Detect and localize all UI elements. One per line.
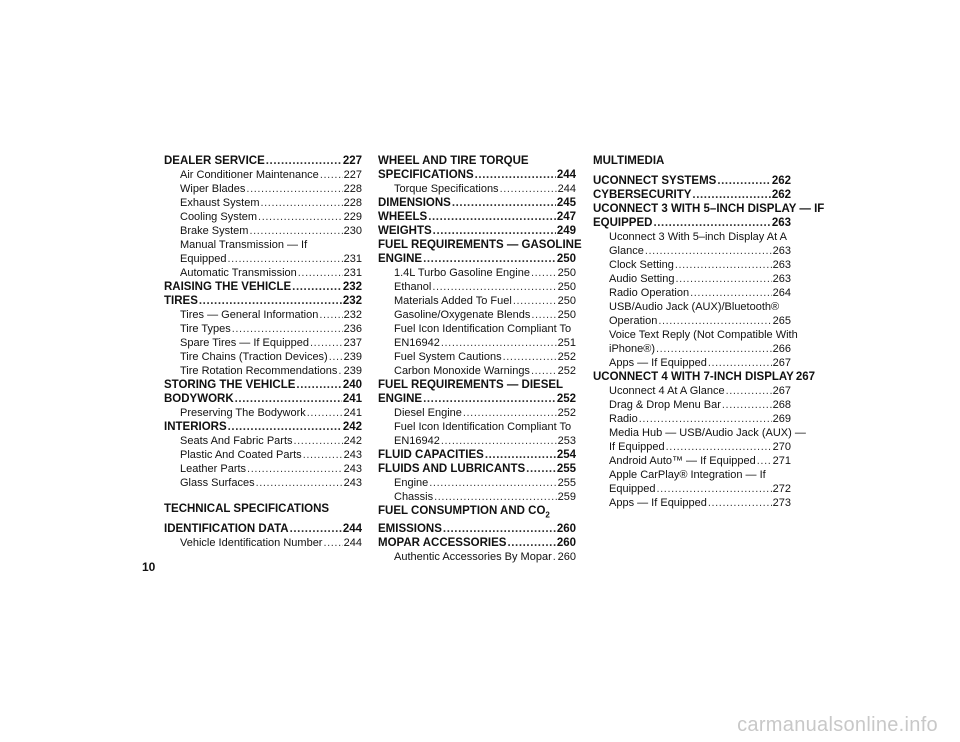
toc-entry-materials[interactable]: Materials Added To Fuel ..... 250 (378, 294, 576, 308)
toc-entry-dimensions[interactable]: DIMENSIONS ..... 245 (378, 196, 576, 210)
toc-entry-diesel-engine[interactable]: Diesel Engine ..... 252 (378, 406, 576, 420)
toc-entry-uconnect-systems[interactable]: UCONNECT SYSTEMS ..... 262 (593, 174, 791, 188)
toc-entry-media-hub-line1[interactable]: Media Hub — USB/Audio Jack (AUX) — (609, 427, 806, 439)
toc-column-1 (164, 154, 362, 550)
toc-entry-apps-2[interactable]: Apps — If Equipped ..... 273 (593, 496, 791, 510)
toc-entry-engine[interactable]: Engine ..... 255 (378, 476, 576, 490)
toc-entry-carbon-monoxide[interactable]: Carbon Monoxide Warnings ..... 252 (378, 364, 576, 378)
toc-entry-uconnect3-glance[interactable]: Glance ..... 263 (593, 244, 791, 258)
toc-entry-glass[interactable]: Glass Surfaces ..... 243 (164, 476, 362, 490)
page-number: 10 (142, 560, 156, 574)
toc-entry-audio-setting[interactable]: Audio Setting ..... 263 (593, 272, 791, 286)
toc-entry-media-hub[interactable]: If Equipped ..... 270 (593, 440, 791, 454)
watermark: carmanualsonline.info (737, 714, 938, 736)
toc-entry-wipers[interactable]: Wiper Blades ..... 228 (164, 182, 362, 196)
toc-entry-fuel-gasoline-line1[interactable]: FUEL REQUIREMENTS — GASOLINE (378, 239, 582, 251)
toc-entry-ac[interactable]: Air Conditioner Maintenance ..... 227 (164, 168, 362, 182)
toc-entry-identification-data[interactable]: IDENTIFICATION DATA ..... 244 (164, 522, 362, 536)
toc-entry-fuel-icon-line1[interactable]: Fuel Icon Identification Compliant To (394, 323, 572, 335)
toc-entry-fluids-lubricants[interactable]: FLUIDS AND LUBRICANTS ..... 255 (378, 462, 576, 476)
toc-entry-uconnect3-glance-line1[interactable]: Uconnect 3 With 5–inch Display At A (609, 231, 787, 243)
toc-entry-uconnect4[interactable]: UCONNECT 4 WITH 7-INCH DISPLAY 267 (593, 371, 816, 383)
toc-entry-voice-text-line1[interactable]: Voice Text Reply (Not Compatible With (609, 329, 798, 341)
toc-entry-apps-1[interactable]: Apps — If Equipped ..... 267 (593, 356, 791, 370)
toc-entry-bodywork[interactable]: BODYWORK ..... 241 (164, 392, 362, 406)
toc-entry-interiors[interactable]: INTERIORS ..... 242 (164, 420, 362, 434)
toc-entry-manual[interactable]: Equipped ..... 231 (164, 252, 362, 266)
toc-entry-fuel-icon-diesel[interactable]: EN16942 ..... 253 (378, 434, 576, 448)
toc-entry-storing[interactable]: STORING THE VEHICLE ..... 240 (164, 378, 362, 392)
toc-entry-raising[interactable]: RAISING THE VEHICLE ..... 232 (164, 280, 362, 294)
toc-entry-fuel-diesel-line1[interactable]: FUEL REQUIREMENTS — DIESEL (378, 379, 564, 391)
toc-entry-tire-types[interactable]: Tire Types ..... 236 (164, 322, 362, 336)
toc-entry-wheels[interactable]: WHEELS ..... 247 (378, 210, 576, 224)
toc-entry-plastic[interactable]: Plastic And Coated Parts ..... 243 (164, 448, 362, 462)
toc-entry-mopar[interactable]: MOPAR ACCESSORIES ..... 260 (378, 536, 576, 550)
toc-entry-fluid-capacities[interactable]: FLUID CAPACITIES ..... 254 (378, 448, 576, 462)
toc-entry-turbo-engine[interactable]: 1.4L Turbo Gasoline Engine ..... 250 (378, 266, 576, 280)
toc-entry-brake[interactable]: Brake System ..... 230 (164, 224, 362, 238)
toc-entry-uconnect3[interactable]: EQUIPPED ..... 263 (593, 216, 791, 230)
toc-entry-exhaust[interactable]: Exhaust System ..... 228 (164, 196, 362, 210)
toc-entry-emissions[interactable]: EMISSIONS ..... 260 (378, 522, 576, 536)
toc-entry-radio[interactable]: Radio ..... 269 (593, 412, 791, 426)
toc-entry-carplay-line1[interactable]: Apple CarPlay® Integration — If (609, 469, 766, 481)
toc-entry-usb-line1[interactable]: USB/Audio Jack (AUX)/Bluetooth® (609, 301, 780, 313)
toc-entry-seats[interactable]: Seats And Fabric Parts ..... 242 (164, 434, 362, 448)
toc-entry-wheel-torque[interactable]: SPECIFICATIONS ..... 244 (378, 168, 576, 182)
toc-column-2 (378, 154, 582, 564)
toc-entry-usb[interactable]: Operation ..... 265 (593, 314, 791, 328)
toc-entry-fuel-icon[interactable]: EN16942 ..... 251 (378, 336, 576, 350)
toc-entry-cooling[interactable]: Cooling System ..... 229 (164, 210, 362, 224)
section-heading-multimedia: MULTIMEDIA (593, 155, 665, 167)
toc-entry-preserving[interactable]: Preserving The Bodywork ..... 241 (164, 406, 362, 420)
toc-entry-voice-text[interactable]: iPhone®) ..... 266 (593, 342, 791, 356)
toc-entry-uconnect3-line1[interactable]: UCONNECT 3 WITH 5–INCH DISPLAY — IF (593, 203, 825, 215)
toc-entry-rotation[interactable]: Tire Rotation Recommendations ..... 239 (164, 364, 362, 378)
toc-entry-uconnect4-glance[interactable]: Uconnect 4 At A Glance ..... 267 (593, 384, 791, 398)
toc-entry-wheel-torque-line1[interactable]: WHEEL AND TIRE TORQUE (378, 155, 529, 167)
toc-entry-chains[interactable]: Tire Chains (Traction Devices) ..... 239 (164, 350, 362, 364)
toc-entry-chassis[interactable]: Chassis ..... 259 (378, 490, 576, 504)
toc-entry-tires-general[interactable]: Tires — General Information ..... 232 (164, 308, 362, 322)
toc-entry-tires[interactable]: TIRES ..... 232 (164, 294, 362, 308)
toc-entry-drag-drop[interactable]: Drag & Drop Menu Bar ..... 268 (593, 398, 791, 412)
toc-entry-leather[interactable]: Leather Parts ..... 243 (164, 462, 362, 476)
section-heading-technical-specifications: TECHNICAL SPECIFICATIONS (164, 503, 330, 515)
toc-entry-fuel-consumption-line1[interactable]: FUEL CONSUMPTION AND $CO_2$ (378, 505, 550, 520)
toc-entry-radio-operation[interactable]: Radio Operation ..... 264 (593, 286, 791, 300)
toc-entry-dealer-service[interactable]: DEALER SERVICE ..... 227 (164, 154, 362, 168)
toc-entry-manual-line1[interactable]: Manual Transmission — If (180, 239, 308, 251)
toc-entry-authentic[interactable]: Authentic Accessories By Mopar ..... 260 (378, 550, 576, 564)
toc-entry-carplay[interactable]: Equipped ..... 272 (593, 482, 791, 496)
toc-entry-ethanol[interactable]: Ethanol ..... 250 (378, 280, 576, 294)
toc-entry-fuel-gasoline[interactable]: ENGINE ..... 250 (378, 252, 576, 266)
toc-entry-cybersecurity[interactable]: CYBERSECURITY ..... 262 (593, 188, 791, 202)
toc-entry-spare[interactable]: Spare Tires — If Equipped ..... 237 (164, 336, 362, 350)
toc-entry-android-auto[interactable]: Android Auto™ — If Equipped ..... 271 (593, 454, 791, 468)
toc-column-3 (593, 154, 825, 510)
toc-entry-torque-specifications[interactable]: Torque Specifications ..... 244 (378, 182, 576, 196)
toc-entry-clock-setting[interactable]: Clock Setting ..... 263 (593, 258, 791, 272)
toc-entry-oxygenate[interactable]: Gasoline/Oxygenate Blends ..... 250 (378, 308, 576, 322)
toc-entry-fuel-icon-diesel-line1[interactable]: Fuel Icon Identification Compliant To (394, 421, 572, 433)
toc-entry-fuel-cautions[interactable]: Fuel System Cautions ..... 252 (378, 350, 576, 364)
toc-entry-automatic[interactable]: Automatic Transmission ..... 231 (164, 266, 362, 280)
toc-entry-vin[interactable]: Vehicle Identification Number ..... 244 (164, 536, 362, 550)
toc-entry-weights[interactable]: WEIGHTS ..... 249 (378, 224, 576, 238)
toc-entry-fuel-diesel[interactable]: ENGINE ..... 252 (378, 392, 576, 406)
